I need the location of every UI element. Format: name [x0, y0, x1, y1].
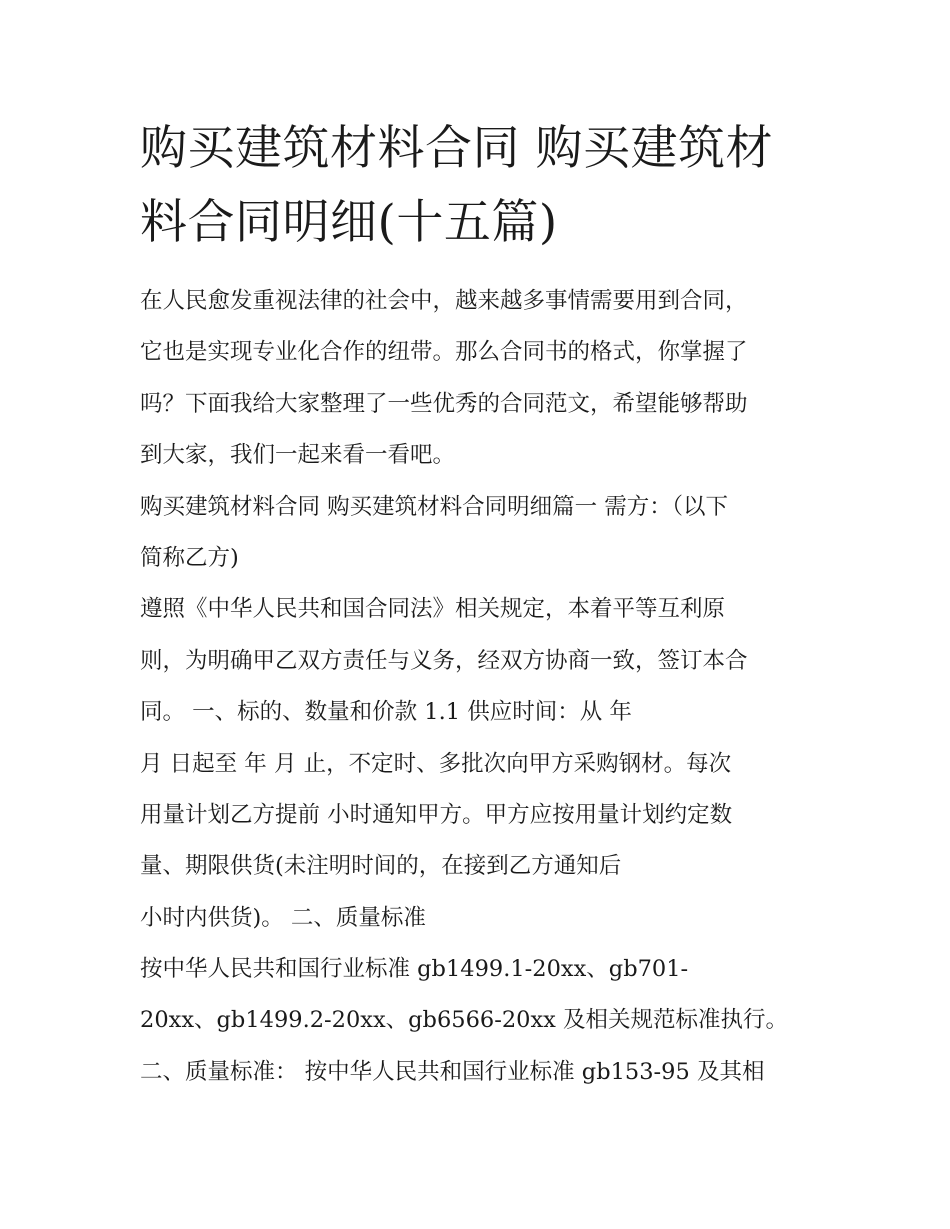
document-body [140, 276, 830, 1098]
body-line: 它也是实现专业化合作的纽带。那么合同书的格式，你掌握了 [140, 339, 748, 366]
body-line: 20xx、gb1499.2-20xx、gb6566-20xx 及相关规范标准执行。 [140, 1007, 788, 1034]
title-line-1: 购买建筑材料合同 购买建筑材 [140, 121, 773, 176]
body-line: 在人民愈发重视法律的社会中，越来越多事情需要用到合同， [140, 288, 748, 314]
body-line: 按中华人民共和国行业标准 gb1499.1-20xx、gb701- [140, 956, 689, 983]
body-line: 购买建筑材料合同 购买建筑材料合同明细篇一 需方：（以下 [140, 493, 729, 520]
body-line: 二、质量标准： 按中华人民共和国行业标准 gb153-95 及其相 [140, 1058, 765, 1085]
body-line: 到大家，我们一起来看一看吧。 [140, 442, 456, 469]
body-line: 简称乙方) [140, 544, 239, 571]
body-line: 月 日起至 年 月 止，不定时、多批次向甲方采购钢材。每次 [140, 750, 732, 777]
body-line: 遵照《中华人民共和国合同法》相关规定，本着平等互利原 [140, 596, 726, 623]
document-title [140, 112, 830, 260]
body-line: 小时内供货)。 二、质量标准 [140, 904, 426, 931]
body-line: 同。 一、标的、数量和价款 1.1 供应时间：从 年 [140, 699, 632, 726]
body-line: 量、期限供货(未注明时间的，在接到乙方通知后 [140, 853, 622, 880]
body-line: 则，为明确甲乙双方责任与义务，经双方协商一致，签订本合 [140, 647, 748, 674]
title-line-2: 料合同明细(十五篇) [140, 195, 558, 250]
body-line: 用量计划乙方提前 小时通知甲方。甲方应按用量计划约定数 [140, 801, 733, 828]
body-line: 吗？下面我给大家整理了一些优秀的合同范文，希望能够帮助 [140, 390, 748, 417]
